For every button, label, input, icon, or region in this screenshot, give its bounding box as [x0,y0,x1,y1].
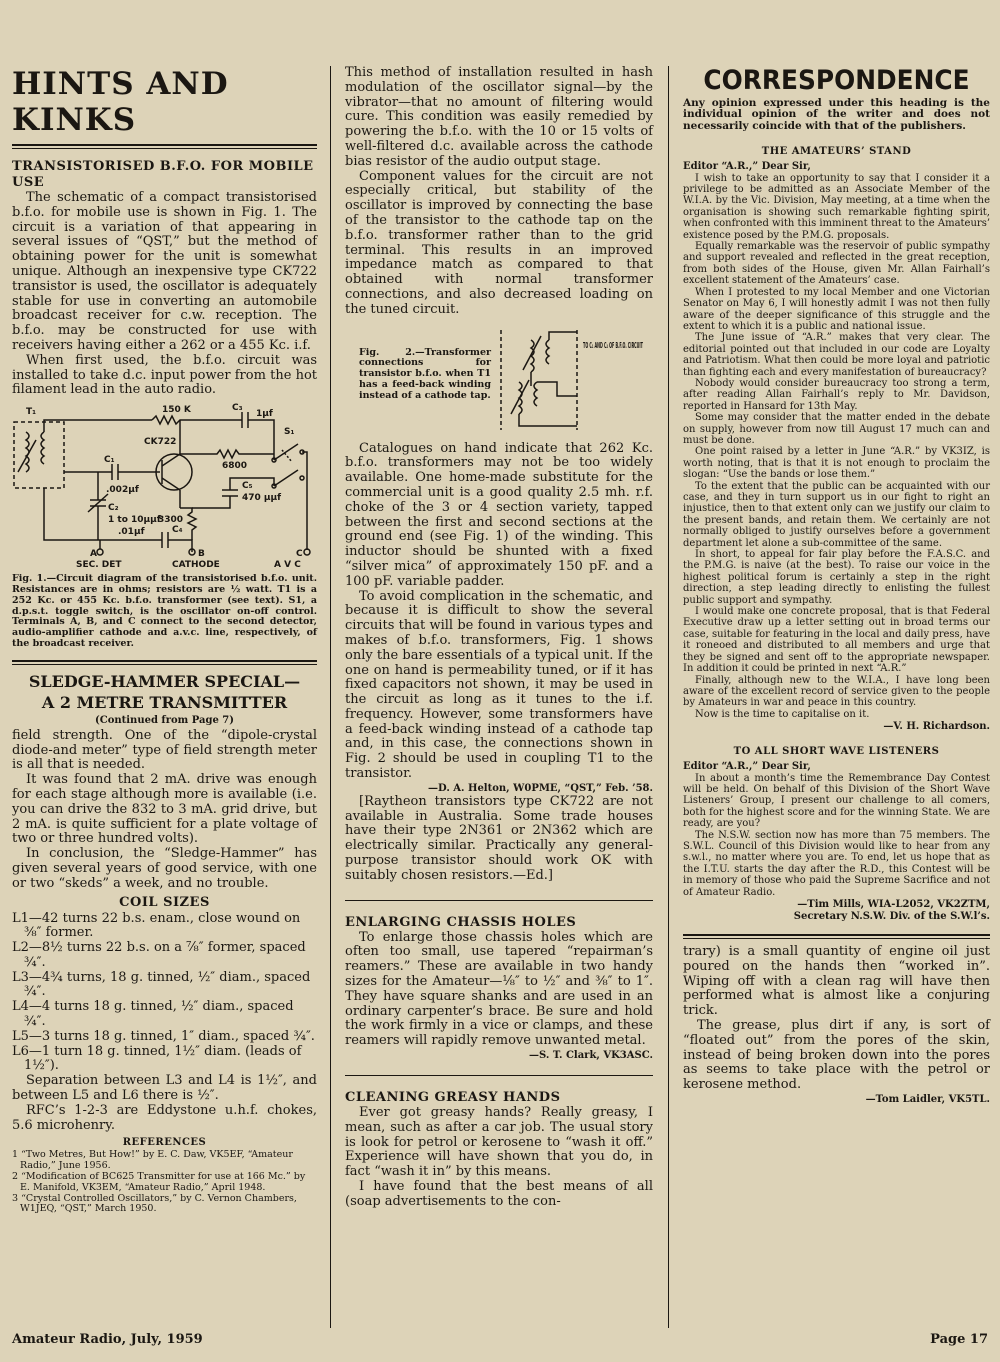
title-rule [12,144,317,149]
mills-signature: —Tim Mills, WIA-L2052, VK2ZTM, [797,899,990,910]
letter-para: When I protested to my local Member and one Victorian Senator on May 6, I will honestly admit I was not then fully aware of the deeper significance of this struggle and the extent to which it is a public and national issue. [683,286,990,332]
coil-item: L5—3 turns 18 g. tinned, 1″ diam., spaced ¾″. [12,1028,315,1044]
fig1-label-ck722: CK722 [144,437,177,448]
fig1-label-c: C [296,549,303,560]
greasy-heading: CLEANING GREASY HANDS [345,1090,561,1106]
coil-heading: COIL SIZES [119,894,210,910]
fig1-label-r6800: 6800 [222,461,248,472]
fig1-caption: Fig. 1.—Circuit diagram of the transistorised b.f.o. unit. Resistances are in ohms; resistors are ½ watt. T1 is a 252 Kc. or 455 Kc. b.f.o. transformer (see text). S1, a d.p.s.t. toggle switch, is the oscillator on-off control. Terminals A, B, and C connect to the second detector, audio-amplifier cathode and a.v.c. line, respectively, of the broadcast receiver. [12,573,317,649]
fig1-label-b: B [198,549,205,560]
fig1-label-cath: CATHODE [172,560,220,571]
coil-item: L1—42 turns 22 b.s. enam., close wound on ⅜″ former. [12,910,301,941]
coil-list [12,912,317,1075]
coil-item: L4—4 turns 18 g. tinned, ½″ diam., spaced ¾″. [12,999,294,1030]
letter-para: Now is the time to capitalise on it. [695,708,870,720]
sledge-para-2: It was found that 2 mA. drive was enough for each stage although more is available (i.e. you can drive the 832 to 3 mA. grid drive, but 2 mA. is quite sufficient for a plate voltage of two or three hundred volts). [12,772,317,847]
fig1-label-c5: C₅ [242,481,253,492]
richardson-signature: —V. H. Richardson. [883,721,990,733]
stand-letter [683,173,990,721]
fig1-label-c2v: 1 to 10μμf [108,515,161,526]
laidler-signature: —Tom Laidler, VK5TL. [865,1093,990,1105]
bfo-continued-text [345,66,653,318]
coil-item: L2—8½ turns 22 b.s. on a ⅞″ former, spaced ¾″. [12,940,306,970]
fig2-caption: Fig. 2.—Transformer connections for transistor b.f.o. when T1 has a feed-back winding instead of a cathode tap. [359,346,491,401]
ref-item: 1 “Two Metres, But How!” by E. C. Daw, VK5EF, “Amateur Radio,” June 1956. [12,1149,293,1172]
fig2-block [345,326,653,438]
fig1-label-c01: .01μf [118,527,145,538]
fig1-label-uf: 1μf [256,409,273,420]
editor-note [345,795,653,884]
fig1-schematic [12,400,317,570]
swl-letter [683,773,990,898]
stand-salutation: Editor “A.R.,” Dear Sir, [683,161,811,173]
letter-para: The N.S.W. section now has more than 75 members. The S.W.L. Council of this Division would like to hear from any s.w.l., no matter where you are. To end, let us hope that as the I.T.U. starts the day after the R.D., this Contest will be in memory of those who paid the Supreme Sacrifice and not of Amateur Radio. [683,829,990,898]
greasy-para-1: Ever got greasy hands? Really greasy, I mean, such as after a car job. The usual story is look for petrol or kerosene to “wash it off.” Experience will have shown that you do, in fact “wash it in” by this means. [345,1105,653,1180]
fig1-label-sec: SEC. DET [76,560,122,571]
section-rule-2 [345,900,653,901]
column-divider [668,66,669,1328]
chassis-text [345,931,653,1049]
helton-signature: —D. A. Helton, W0PME, “QST,” Feb. ’58. [428,782,653,794]
mills-title: Secretary N.S.W. Div. of the S.W.l’s. [793,911,990,922]
correspondence-intro: Any opinion expressed under this heading is the individual opinion of the writer and does not necessarily coincide with that of the publishers. [683,97,990,132]
greasy-para-4: The grease, plus dirt if any, is sort of “floated out” from the pores of the skin, instead of being broken down into the pores as seems to take place with the petrol or kerosene method. [683,1017,990,1093]
greasy-text [345,1106,653,1210]
hints-title: HINTS AND KINKS [12,66,229,138]
fig1-label-a: A [90,549,97,560]
col2-para-4: To avoid complication in the schematic, and because it is difficult to show the several circuits that will be found in various types and makes of b.f.o. transformers, Fig. 1 shows only the bare essentials of a typical unit. If the one on hand is permeability tuned, or if it has fixed capacitors not shown, it may be used in the circuit as long as it tunes to the i.f. frequency. However, some transformers have a feed-back winding instead of a cathode tap and, in this case, the connections shown in Fig. 2 should be used in coupling T1 to the transistor. [345,588,653,782]
fig1-label-r150: 150 K [162,405,191,416]
col2-text [345,442,653,782]
col2-para-3: Catalogues on hand indicate that 262 Kc. b.f.o. transformers may not be too widely available. One home-made substitute for the commercial unit is a good quality 2.5 mh. r.f. choke of the 3 or 4 section variety, tapped between the first and second sections at the ground end (see Fig. 1) of the winding. This inductor should be shunted with a fixed “silver mica” of approximately 150 pF. and a 100 pF. variable padder. [345,440,653,589]
fig1-label-t1: T₁ [26,407,37,418]
letter-para: I wish to take an opportunity to say that I consider it a privilege to be admitted as an Associate Member of the W.I.A. by the Vic. Division, May meeting, at a time when the organisation is showing such remarkable fighting spirit, when confronted with this imminent threat to the Amateurs’ existence posed by the P.M.G. proposals. [683,172,991,241]
correspondence-title: CORRESPONDENCE [703,65,970,96]
letter-para: Equally remarkable was the reservoir of public sympathy and support revealed and reflected in the great reception, from both sides of the House, given Mr. Allan Fairhall’s excellent statement of the Amateurs’ case. [683,241,990,287]
section-rule-4 [683,934,990,939]
stand-heading: THE AMATEURS’ STAND [761,146,912,158]
column-middle [345,66,653,1210]
letter-para: Nobody would consider bureaucracy too strong a term, after reading Allan Fairhall’s reply to Mr. Davidson, reported in Hansard for 13th May. [683,377,990,412]
chassis-heading: ENLARGING CHASSIS HOLES [345,914,577,930]
fig1-label-c4: C₄ [172,525,183,536]
fig1-label-c2: C₂ [108,503,119,514]
letter-para: The June issue of “A.R.” makes that very clear. The editorial pointed out that included in our code are Loyalty and Patriotism. What then could be more loyal and patriotic than fighting each and every manifestation of bureaucracy? [683,332,990,378]
column-left [12,66,317,1215]
letter-para: Some may consider that the matter ended in the debate on supply, however from now till August 17 much can and must be done. [683,412,990,446]
column-divider [330,66,331,1328]
footer-issue: Amateur Radio, July, 1959 [12,1332,203,1347]
greasy-para-3: trary) is a small quantity of engine oil just poured on the hands then “worked in”. Wiping off with a clean rag will have then performed what is almost like a conjuring trick. [683,944,990,1019]
letter-para: In about a month’s time the Remembrance Day Contest will be held. On behalf of this Division of the Short Wave Listeners’ Group, I present our challenge to all comers, both for the highest score and for the winning State. We are ready, are you? [683,772,990,830]
column-right [683,66,990,1106]
fig2-label-line: TO C₁ AND C₂ OF B.F.O. CIRCUIT [583,340,644,350]
col2-para-2: Component values for the circuit are not especially critical, but stability of the oscillator is improved by connecting the base of the transistor to the cathode tap on the b.f.o. transformer rather than to the grid terminal. This results in an improved impedance match as compared to that obtained with normal transformer connections, and also decreased loading on the tuned circuit. [345,168,653,317]
sledge-para-5: RFC’s 1-2-3 are Eddystone u.h.f. chokes, 5.6 microhenry. [12,1102,317,1133]
fig1-label-s1: S₁ [284,427,295,438]
letter-para: To the extent that the public can be acquainted with our case, and they in turn support us in our fight to right an injustice, then to that extent only can we justify our claim to the present bands, and retain them. We certainly are not normally obliged to justify ourselves before a government department let alone a sub-committee of the same. [683,480,990,549]
fig1-label-c5v: 470 μμf [242,493,282,504]
letter-para: In short, to appeal for fair play before the F.A.S.C. and the P.M.G. is naive (at the best). To raise our voice in the highest political forum is certainly a step in the right direction, a step leading directly to enlisting the fullest public support and sympathy. [683,549,990,606]
bfo-para-1: The schematic of a compact transistorised b.f.o. for mobile use is shown in Fig. 1. The circuit is a variation of that appearing in several issues of “QST,” but the method of obtaining power for the unit is somewhat unique. Although an inexpensive type CK722 transistor is used, the oscillator is adequately stable for use in converting an automobile broadcast receiver for c.w. reception. The b.f.o. may be constructed for use with receivers having either a 262 or a 455 Kc. i.f. [12,190,317,353]
fig1-label-avc: A V C [274,560,301,571]
sledge-para-4: Separation between L3 and L4 is 1½″, and between L5 and L6 there is ½″. [12,1073,317,1104]
sledge-text-2 [12,1074,317,1133]
col2-para-1: This method of installation resulted in hash modulation of the oscillator signal—by the vibrator—that no amount of filtering would cure. This condition was easily remedied by powering the b.f.o. with the 10 or 15 volts of well-filtered d.c. available across the cathode bias resistor of the audio output stage. [345,65,653,169]
letter-para: I would make one concrete proposal, that is that Federal Executive draw up a letter setting out in broad terms our case, suitable for featuring in the local and daily press, have it roneoed and distributed to all members and urge that they be signed and sent off to the appropriate newspaper. In addition it could be printed in next “A.R.” [683,606,990,675]
section-rule-1 [12,660,317,665]
coil-item: L6—1 turn 18 g. tinned, 1½″ diam. (leads of 1½″). [12,1043,302,1074]
clark-signature: —S. T. Clark, VK3ASC. [529,1050,653,1062]
swl-salutation: Editor “A.R.,” Dear Sir, [683,761,811,773]
sledge-para-3: In conclusion, the “Sledge-Hammer” has given several years of good service, with one or two “skeds” a week, and no trouble. [12,846,317,891]
sledge-text [12,729,317,892]
letter-para: Finally, although new to the W.I.A., I have long been aware of the excellent record of service given to the people by Amateurs in war and peace in this country. [683,674,990,709]
sledge-heading-2: A 2 METRE TRANSMITTER [41,692,288,712]
letter-para: One point raised by a letter in June “A.R.” by VK3IZ, is worth noting, that is that it is not enough to proclaim the slogan: “Use the bands or lose them.” [683,446,990,481]
refs-heading: REFERENCES [122,1137,207,1149]
greasy-continued [683,945,990,1093]
swl-heading: TO ALL SHORT WAVE LISTENERS [733,746,940,758]
sledge-para-1: field strength. One of the “dipole-crystal diode-and meter” type of field strength meter is all that is needed. [12,727,317,773]
ref-item: 3 “Crystal Controlled Oscillators,” by C. Vernon Chambers, W1JEQ, “QST,” March 1950. [12,1192,297,1215]
chassis-para-1: To enlarge those chassis holes which are often too small, use tapered “repairman’s reamers.” These are available in two handy sizes for the Amateur—⅛″ to ½″ and ⅜″ to 1″. They have square shanks and are used in an ordinary carpenter’s brace. Be sure and hold the work firmly in a vice or clamps, and these reamers will rapidly remove unwanted metal. [345,929,653,1049]
section-rule-3 [345,1075,653,1076]
ref-item: 2 “Modification of BC625 Transmitter for use at 166 Mc.” by E. Manifold, VK3EM, “Amateur Radio,” April 1948. [12,1171,306,1193]
refs-list [12,1150,317,1215]
fig1-label-c3: C₃ [232,403,243,414]
greasy-para-2: I have found that the best means of all (soap advertisements to the con- [345,1179,653,1209]
coil-item: L3—4¾ turns, 18 g. tinned, ½″ diam., spaced ¾″. [12,969,311,1000]
sledge-continued: (Continued from Page 7) [95,714,234,726]
fig1-label-c002: .002μf [106,485,139,496]
fig2-schematic [497,326,647,436]
bfo-text [12,191,317,398]
fig1-label-c1: C₁ [104,455,115,466]
bfo-para-2: When first used, the b.f.o. circuit was installed to take d.c. input power from the hot filament lead in the auto radio. [12,352,317,398]
footer-page-number: Page 17 [930,1332,988,1347]
col2-para-5: [Raytheon transistors type CK722 are not available in Australia. Some trade houses have their type 2N361 or 2N362 which are electrically similar. Practically any general-purpose transistor should work OK with suitably chosen resistors.—Ed.] [345,793,653,883]
fig1-label-r3300: 3300 [158,515,184,526]
bfo-heading: TRANSISTORISED B.F.O. FOR MOBILE USE [12,159,314,190]
sledge-heading-1: SLEDGE-HAMMER SPECIAL— [28,671,301,691]
